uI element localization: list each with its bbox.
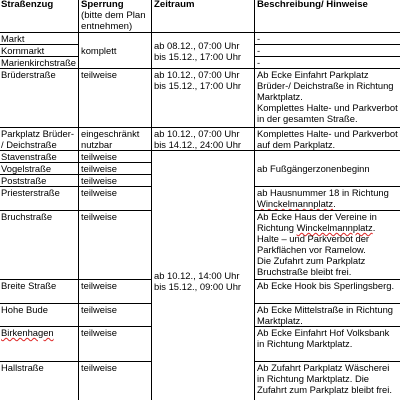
period-parkplatz: ab 10.12., 07:00 Uhr bis 14.12., 24:00 Uhr: [152, 128, 255, 151]
desc-bruederstrasse: Ab Ecke Einfahrt Parkplatz Brüder-/ Deichstraße in Richtung Marktplatz. Komplettes Halte- und Parkverbot in der gesamten Straße.: [255, 69, 400, 128]
period-group-1: ab 08.12., 07:00 Uhr bis 15.12., 17:00 Uhr: [152, 33, 255, 69]
period-group-2: ab 10.12., 14:00 Uhr bis 15.12., 09:00 Uhr: [152, 151, 255, 400]
table-row: [0, 151, 400, 163]
desc-hohe-bude: Ab Ecke Mittelstraße in Richtung Marktplatz.: [255, 304, 400, 327]
street-marienkirchstrasse: Marienkirchstraße: [0, 57, 79, 69]
street-bruchstrasse: Bruchstraße: [0, 211, 79, 280]
desc-breite-strasse: Ab Ecke Hook bis Sperlingsberg.: [255, 280, 400, 304]
street-priesterstrasse: Priesterstraße: [0, 187, 79, 211]
street-hallstrasse: Hallstraße: [0, 362, 79, 400]
street-hohe-bude: Hohe Bude: [0, 304, 79, 327]
closure-bruederstrasse: teilweise: [79, 69, 152, 128]
desc-pedestrian-zone: ab Fußgängerzonenbeginn: [255, 151, 400, 187]
street-breite-strasse: Breite Straße: [0, 280, 79, 304]
table-row: [0, 128, 400, 151]
period-bruederstrasse: ab 10.12., 07:00 Uhr bis 15.12., 17:00 Uhr: [152, 69, 255, 128]
closure-hallstrasse: teilweise: [79, 362, 152, 400]
header-street: Straßenzug: [0, 0, 79, 33]
closure-vogelstrasse: teilweise: [79, 163, 152, 175]
desc-markt: -: [255, 33, 400, 45]
desc-marienkirchstrasse: -: [255, 57, 400, 69]
closure-komplett: komplett: [79, 33, 152, 69]
desc-birkenhagen: Ab Ecke Einfahrt Hof Volksbank in Richtung Marktplatz.: [255, 327, 400, 362]
street-birkenhagen: Birkenhagen: [0, 327, 79, 362]
header-period: Zeitraum: [152, 0, 255, 33]
desc-parkplatz: Komplettes Halte- und Parkverbot auf dem Parkplatz.: [255, 128, 400, 151]
closure-parkplatz: eingeschränkt nutzbar: [79, 128, 152, 151]
street-parkplatz: Parkplatz Brüder- / Deichstraße: [0, 128, 79, 151]
street-kornmarkt: Kornmarkt: [0, 45, 79, 57]
table-header-row: [0, 0, 400, 33]
closure-hohe-bude: teilweise: [79, 304, 152, 327]
street-vogelstrasse: Vogelstraße: [0, 163, 79, 175]
closure-birkenhagen: teilweise: [79, 327, 152, 362]
street-markt: Markt: [0, 33, 79, 45]
table-row: [0, 33, 400, 45]
closure-bruchstrasse: teilweise: [79, 211, 152, 280]
closure-stavenstrasse: teilweise: [79, 151, 152, 163]
desc-hallstrasse: Ab Zufahrt Parkplatz Wäscherei in Richtung Marktplatz. Die Zufahrt zum Parkplatz bleibt frei.: [255, 362, 400, 400]
header-closure-note: (bitte dem Plan entnehmen): [81, 10, 146, 32]
header-closure: Sperrung (bitte dem Plan entnehmen): [79, 0, 152, 33]
desc-kornmarkt: -: [255, 45, 400, 57]
closure-poststrasse: teilweise: [79, 175, 152, 187]
closure-breite-strasse: teilweise: [79, 280, 152, 304]
desc-bruchstrasse: Ab Ecke Haus der Vereine in Richtung Winckelmannplatz. Halte – und Parkverbot der Parkflächen vor Ramelow. Die Zufahrt zum Parkplatz Bruchstraße bleibt frei.: [255, 211, 400, 280]
closure-priesterstrasse: teilweise: [79, 187, 152, 211]
desc-priesterstrasse: ab Hausnummer 18 in Richtung Winckelmannplatz.: [255, 187, 400, 211]
street-bruederstrasse: Brüderstraße: [0, 69, 79, 128]
street-stavenstrasse: Stavenstraße: [0, 151, 79, 163]
header-description: Beschreibung/ Hinweise: [255, 0, 400, 33]
street-poststrasse: Poststraße: [0, 175, 79, 187]
table-row: [0, 69, 400, 128]
